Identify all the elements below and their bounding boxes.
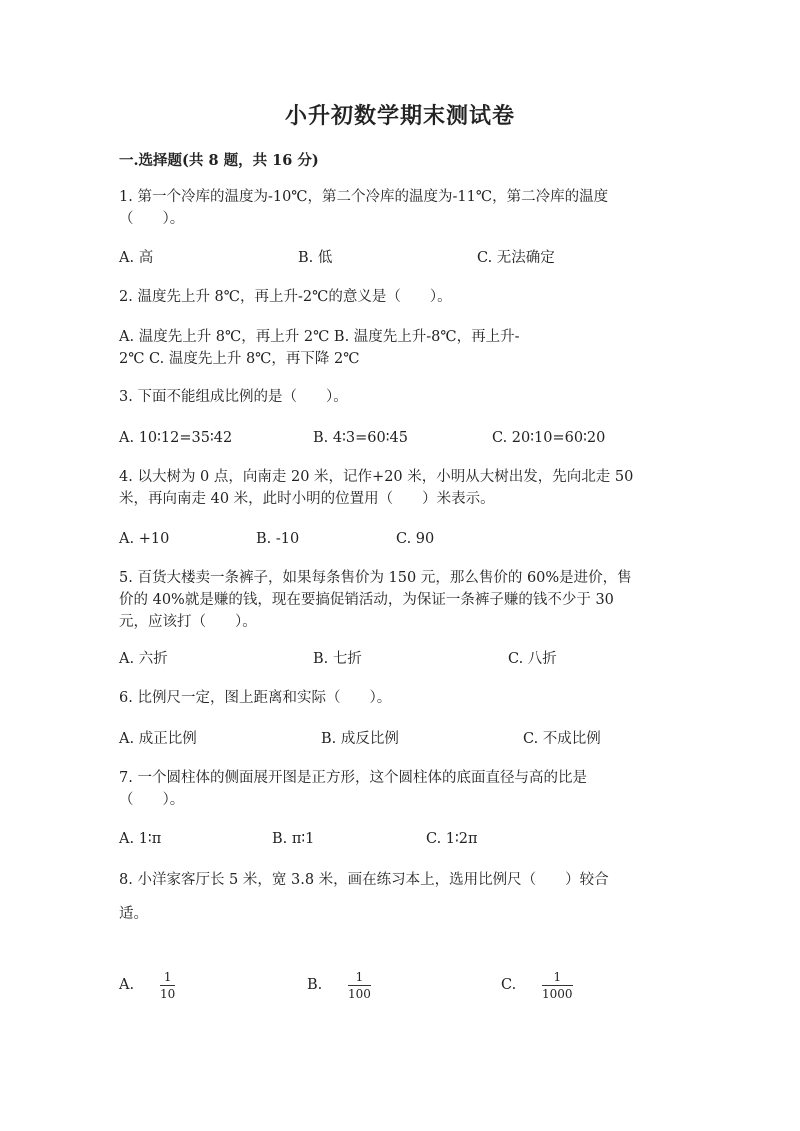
question-5-option-a: A. 六折 [119, 651, 168, 667]
page-title: 小升初数学期末测试卷 [284, 103, 515, 129]
question-5-option-c: C. 八折 [508, 651, 557, 667]
question-6-line-1: 6. 比例尺一定，图上距离和实际（ ）。 [119, 690, 392, 706]
question-3-line-1: 3. 下面不能组成比例的是（ ）。 [119, 389, 348, 405]
fraction-a-numerator: 1 [160, 970, 175, 986]
question-5-line-2: 价的 40%就是赚的钱，现在要搞促销活动，为保证一条裤子赚的钱不少于 30 [119, 592, 614, 608]
question-4-line-2: 米，再向南走 40 米，此时小明的位置用（ ）米表示。 [119, 491, 495, 507]
question-5-line-3: 元，应该打（ ）。 [119, 614, 257, 630]
question-8-fraction-b [348, 970, 371, 1001]
question-7-option-b: B. π∶1 [272, 831, 315, 847]
question-8-fraction-c [542, 970, 573, 1001]
fraction-b-denominator: 100 [348, 987, 371, 1001]
question-1-option-b: B. 低 [298, 250, 333, 266]
question-8-fraction-a [160, 970, 175, 1001]
question-5-line-1: 5. 百货大楼卖一条裤子，如果每条售价为 150 元，那么售价的 60%是进价，售 [119, 570, 632, 586]
question-7-option-c: C. 1∶2π [426, 831, 478, 847]
question-1-line-1: 1. 第一个冷库的温度为-10℃，第二个冷库的温度为-11℃，第二冷库的温度 [119, 189, 609, 205]
question-7-option-a: A. 1∶π [119, 831, 162, 847]
question-8-line-2: 适。 [119, 906, 148, 922]
question-4-option-b: B. -10 [256, 531, 300, 547]
fraction-b-numerator: 1 [348, 970, 371, 986]
fraction-c-denominator: 1000 [542, 987, 573, 1001]
question-2-options-line-1: A. 温度先上升 8℃，再上升 2℃ B. 温度先上升-8℃，再上升- [119, 329, 520, 345]
question-6-option-c: C. 不成比例 [523, 731, 601, 747]
question-3-option-c: C. 20∶10=60∶20 [492, 430, 606, 446]
question-8-option-b: B. [307, 977, 323, 993]
question-6-option-a: A. 成正比例 [119, 731, 197, 747]
question-7-line-2: （ ）。 [119, 792, 185, 808]
question-8-line-1: 8. 小洋家客厅长 5 米，宽 3.8 米，画在练习本上，选用比例尺（ ）较合 [119, 872, 609, 888]
question-2-options-line-2: 2℃ C. 温度先上升 8℃，再下降 2℃ [119, 351, 360, 367]
question-7-line-1: 7. 一个圆柱体的侧面展开图是正方形，这个圆柱体的底面直径与高的比是 [119, 770, 587, 786]
question-4-option-a: A. +10 [119, 531, 170, 547]
section-heading: 一.选择题(共 8 题，共 16 分) [119, 152, 319, 169]
fraction-c-numerator: 1 [542, 970, 573, 986]
question-4-line-1: 4. 以大树为 0 点，向南走 20 米，记作+20 米，小明从大树出发，先向北走 50 [119, 469, 634, 485]
question-3-option-a: A. 10∶12=35∶42 [119, 430, 233, 446]
question-2-line-1: 2. 温度先上升 8℃，再上升-2℃的意义是（ ）。 [119, 289, 452, 305]
question-5-option-b: B. 七折 [313, 651, 362, 667]
question-8-option-a: A. [119, 977, 135, 993]
question-3-option-b: B. 4∶3=60∶45 [313, 430, 408, 446]
question-8-option-c: C. [501, 977, 517, 993]
question-4-option-c: C. 90 [396, 531, 435, 547]
question-6-option-b: B. 成反比例 [321, 731, 399, 747]
question-1-option-c: C. 无法确定 [477, 250, 555, 266]
question-1-option-a: A. 高 [119, 250, 154, 266]
question-1-line-2: （ ）。 [119, 211, 185, 227]
fraction-a-denominator: 10 [160, 987, 176, 1001]
